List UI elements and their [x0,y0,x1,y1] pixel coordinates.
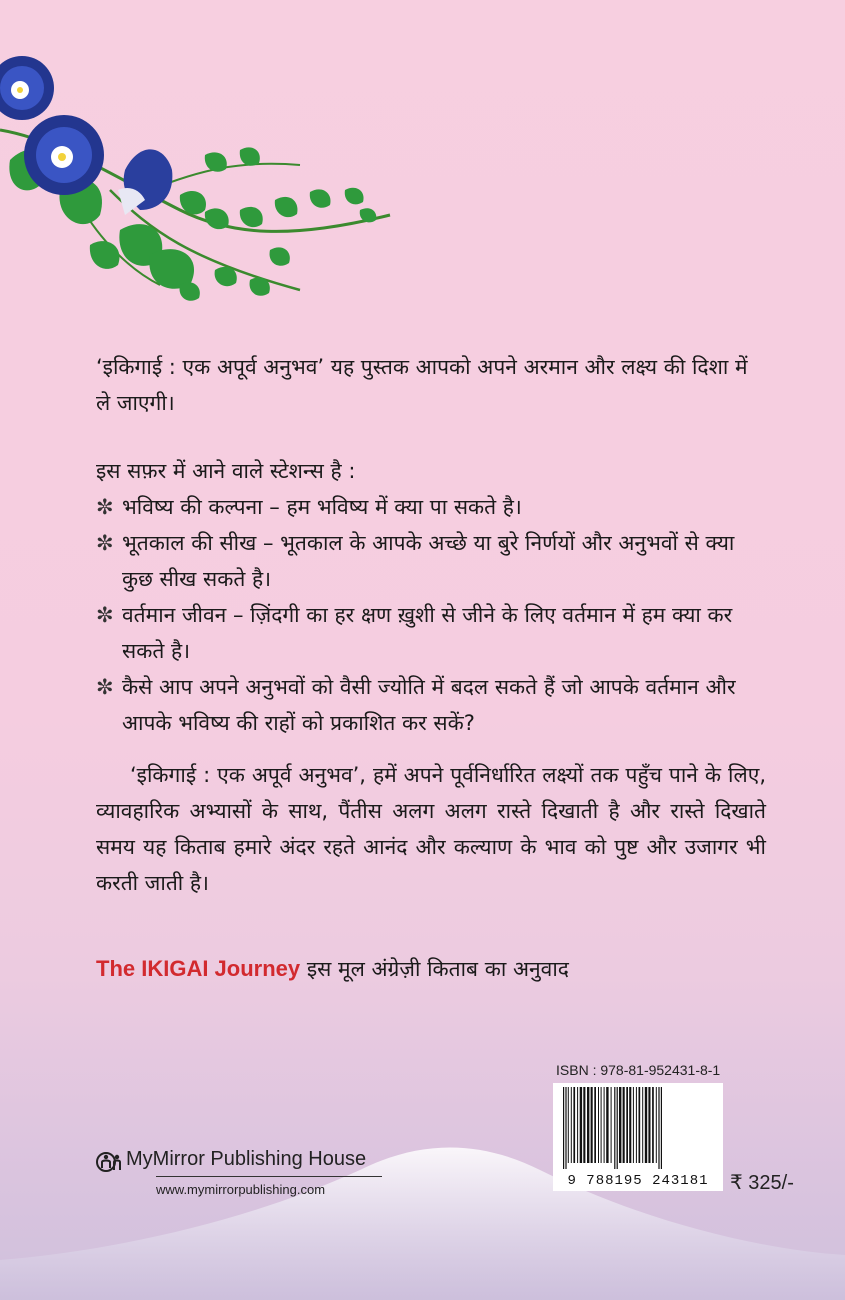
barcode-bar [639,1087,641,1163]
barcode-bar [577,1087,578,1163]
barcode-bar [661,1087,662,1169]
barcode-bar [571,1087,572,1163]
barcode-bar [656,1087,657,1163]
barcode-bar [645,1087,647,1163]
isbn-barcode [553,1083,723,1191]
barcode-bars [561,1087,715,1169]
barcode-bar [604,1087,605,1163]
barcode-bar [606,1087,608,1163]
list-item [96,597,766,669]
stations-section [96,453,766,741]
barcode-bar [617,1087,618,1169]
list-item [96,525,766,597]
barcode-bar [623,1087,625,1163]
bullet-icon: ✼ [96,531,114,555]
barcode-bar [629,1087,631,1163]
original-english-title: The IKIGAI Journey [96,956,301,981]
morning-glory-flower-illustration [0,40,400,330]
barcode-bar [573,1087,575,1163]
barcode-bar [611,1087,612,1163]
barcode-bar [648,1087,650,1163]
publisher-divider [156,1176,382,1177]
publisher-logo-icon [96,1148,124,1176]
barcode-bar [594,1087,596,1163]
barcode-bar [565,1087,566,1169]
intro-paragraph [96,349,766,421]
list-item [96,669,766,741]
price: ₹ 325/- [730,1172,794,1194]
barcode-bar [658,1087,659,1169]
barcode-bar [626,1087,628,1163]
barcode-bar [614,1087,615,1169]
barcode-bar [642,1087,643,1163]
summary-text: ‘इकिगाई : एक अपूर्व अनुभव’, हमें अपने पूर्वनिर्धारित लक्ष्यों तक पहुँच पाने के लिए, व्यावहारिक अभ्यासों के साथ, पैंतीस अलग अलग रास्ते दिखाती है और रास्ते दिखाते समय यह किताब हमारे अंदर रहते आनंद और कल्याण के भाव को पुष्ट और उजागर भी करती जाती है। [96,763,766,895]
bullet-icon: ✼ [96,675,114,699]
barcode-digits: 9 788195 243181 [567,1173,709,1189]
flower-2 [24,115,104,195]
publisher-url: www.mymirrorpublishing.com [156,1182,326,1197]
list-item-text: कैसे आप अपने अनुभवों को वैसी ज्योति में बदल सकते हैं जो आपके वर्तमान और आपके भविष्य की राहों को प्रकाशित कर सकें? [122,675,736,735]
barcode-bar [652,1087,654,1163]
isbn-label: ISBN : 978-81-952431-8-1 [556,1062,721,1078]
list-item-text: वर्तमान जीवन – ज़िंदगी का हर क्षण ख़ुशी से जीने के लिए वर्तमान में हम क्या कर सकते है। [122,603,733,663]
barcode-bar [633,1087,634,1163]
barcode-bar [587,1087,589,1163]
flower-1 [0,56,54,120]
barcode-bar [583,1087,585,1163]
barcode-bar [636,1087,637,1163]
barcode-bar [568,1087,569,1163]
publisher-name: MyMirror Publishing House [126,1148,367,1170]
stations-heading: इस सफ़र में आने वाले स्टेशन्स है : [96,459,356,483]
list-item-text: भूतकाल की सीख – भूतकाल के आपके अच्छे या बुरे निर्णयों और अनुभवों से क्या कुछ सीख सकते है। [122,531,735,591]
bullet-icon: ✼ [96,495,114,519]
flower-3 [118,149,172,215]
list-item-text: भविष्य की कल्पना – हम भविष्य में क्या पा सकते है। [122,495,522,519]
barcode-bar [591,1087,593,1163]
barcode-bar [598,1087,599,1163]
barcode-bar [601,1087,602,1163]
translation-note-text: इस मूल अंग्रेज़ी किताब का अनुवाद [306,957,569,981]
barcode-bar [619,1087,621,1163]
barcode-bar [563,1087,564,1169]
barcode-bar [580,1087,582,1163]
translation-note [96,955,569,983]
bullet-icon: ✼ [96,603,114,627]
summary-paragraph [96,757,766,901]
intro-text: ‘इकिगाई : एक अपूर्व अनुभव’ यह पुस्तक आपको अपने अरमान और लक्ष्य की दिशा में ले जाएगी। [96,355,748,415]
list-item [96,489,766,525]
